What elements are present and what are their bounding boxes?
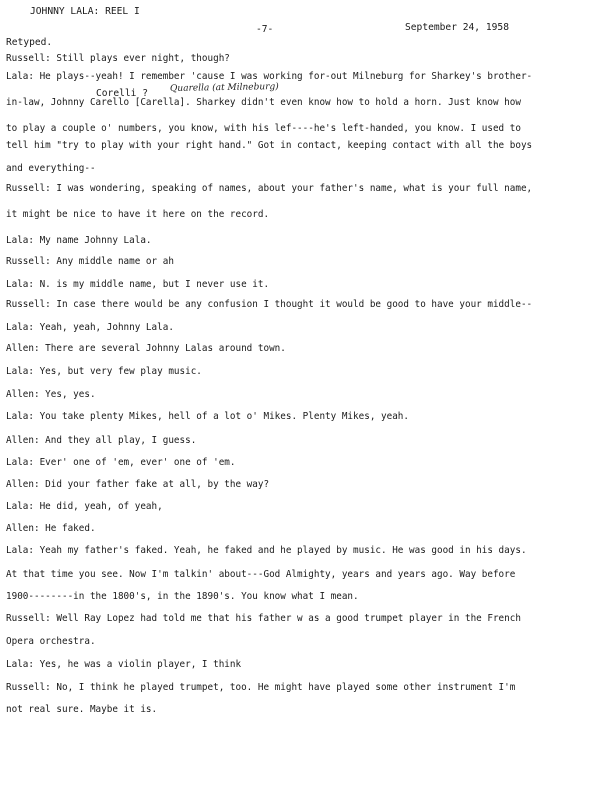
transcript-line: Lala: N. is my middle name, but I never use it.: [6, 279, 270, 290]
transcript-line: Russell: In case there would be any confusion I thought it would be good to have your middle--: [6, 299, 533, 310]
transcript-line: Russell: No, I think he played trumpet, too. He might have played some other instrument I'm: [6, 682, 516, 693]
transcript-line: Allen: Yes, yes.: [6, 389, 96, 400]
transcript-line: Opera orchestra.: [6, 636, 96, 647]
transcript-line: Allen: And they all play, I guess.: [6, 435, 197, 446]
date: September 24, 1958: [405, 22, 509, 33]
transcript-line: At that time you see. Now I'm talkin' about---God Almighty, years and years ago. Way before: [6, 569, 516, 580]
transcript-line: Lala: Yes, but very few play music.: [6, 366, 202, 377]
transcript-line: Lala: Yes, he was a violin player, I think: [6, 659, 242, 670]
transcript-line: Lala: Ever' one of 'em, ever' one of 'em.: [6, 457, 236, 468]
transcript-line: tell him "try to play with your right hand." Got in contact, keeping contact with all the boys: [6, 140, 533, 151]
transcript-line: in-law, Johnny Carello [Carella]. Sharkey didn't even know how to hold a horn. Just know how: [6, 97, 521, 108]
reel-label: JOHNNY LALA: REEL I: [30, 6, 140, 17]
typed-annotation: Corelli ?: [96, 88, 148, 99]
transcript-line: Russell: I was wondering, speaking of names, about your father's name, what is your full name,: [6, 183, 533, 194]
transcript-line: Russell: Any middle name or ah: [6, 256, 174, 267]
transcript-line: to play a couple o' numbers, you know, with his lef----he's left-handed, you know. I used to: [6, 123, 521, 134]
transcript-line: Russell: Still plays ever night, though?: [6, 53, 230, 64]
page-number: -7-: [256, 24, 274, 35]
transcript-line: Lala: Yeah, yeah, Johnny Lala.: [6, 322, 174, 333]
transcript-line: Allen: There are several Johnny Lalas around town.: [6, 343, 286, 354]
transcript-line: Lala: He plays--yeah! I remember 'cause I was working for-out Milneburg for Sharkey's brother-: [6, 71, 533, 82]
transcript-line: Allen: He faked.: [6, 523, 96, 534]
transcript-line: Lala: My name Johnny Lala.: [6, 235, 152, 246]
transcript-line: Russell: Well Ray Lopez had told me that his father w as a good trumpet player in the French: [6, 613, 521, 624]
transcript-line: Lala: Yeah my father's faked. Yeah, he faked and he played by music. He was good in his days.: [6, 545, 527, 556]
transcript-line: it might be nice to have it here on the record.: [6, 209, 270, 220]
transcript-line: and everything--: [6, 163, 96, 174]
transcript-line: Lala: He did, yeah, of yeah,: [6, 501, 163, 512]
transcript-line: Allen: Did your father fake at all, by the way?: [6, 479, 270, 490]
retyped-note: Retyped.: [6, 37, 53, 48]
transcript-line: 1900--------in the 1800's, in the 1890's. You know what I mean.: [6, 591, 359, 602]
handwritten-annotation: Quarella (at Milneburg): [169, 82, 279, 94]
transcript-line: not real sure. Maybe it is.: [6, 704, 158, 715]
transcript-line: Lala: You take plenty Mikes, hell of a lot o' Mikes. Plenty Mikes, yeah.: [6, 411, 409, 422]
